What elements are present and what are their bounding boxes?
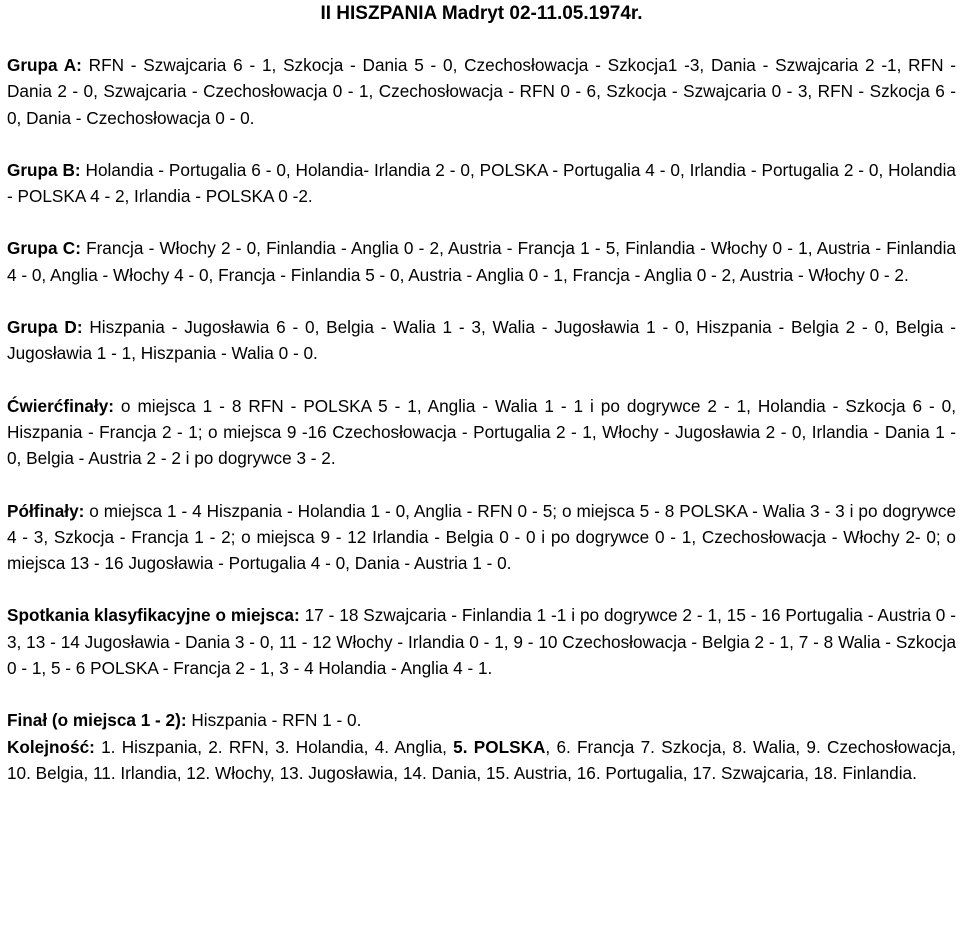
grupa-b-label: Grupa B: [7,159,81,180]
grupa-a-results: RFN - Szwajcaria 6 - 1, Szkocja - Dania 5 - 0, Czechosłowacja - Szkocja1 -3, Dania - Szwajcaria 2 -1, RFN - Dania 2 - 0, Szwajcaria - Czechosłowacja 0 - 1, Czechosłowacja - RFN 0 - 6, Szkocja - Szwajcaria 0 - 3, RFN - Szkocja 6 - 0, Dania - Czechosłowacja 0 - 0. [7,55,956,128]
spotkania-results: 17 - 18 Szwajcaria - Finlandia 1 -1 i po dogrywce 2 - 1, 15 - 16 Portugalia - Austria 0 - 3, 13 - 14 Jugosławia - Dania 3 - 0, 11 - 12 Włochy - Irlandia 0 - 1, 9 - 10 Czechosłowacja - Belgia 2 - 1, 7 - 8 Walia - Szkocja 0 - 1, 5 - 6 POLSKA - Francja 2 - 1, 3 - 4 Holandia - Anglia 4 - 1. [7,605,956,679]
polfinaly-results: o miejsca 1 - 4 Hiszpania - Holandia 1 - 0, Anglia - RFN 0 - 5; o miejsca 5 - 8 POLSKA - Walia 3 - 3 i po dogrywce 4 - 3, Szkocja - Francja 1 - 2; o miejsca 9 - 12 Irlandia - Belgia 0 - 0 i po dogrywce 0 - 1, Czechosłowacja - Włochy 2- 0; o miejsca 13 - 16 Jugosławia - Portugalia 4 - 0, Dania - Austria 1 - 0. [7,500,956,574]
kolejnosc-text-before: 1. Hiszpania, 2. RFN, 3. Holandia, 4. Anglia, [94,736,454,757]
final-result: Hiszpania - RFN 1 - 0. [186,710,362,731]
cwiercfinaly-paragraph [7,393,956,472]
grupa-d-paragraph [7,314,956,367]
kolejnosc-polska-highlight: 5. POLSKA [453,736,546,757]
cwiercfinaly-label: Ćwierćfinały: [7,395,114,416]
cwiercfinaly-results: o miejsca 1 - 8 RFN - POLSKA 5 - 1, Anglia - Walia 1 - 1 i po dogrywce 2 - 1, Holandia - Szkocja 6 - 0, Hiszpania - Francja 2 - 1; o miejsca 9 -16 Czechosłowacja - Portugalia 2 - 1, Włochy - Jugosławia 2 - 0, Irlandia - Dania 1 - 0, Belgia - Austria 2 - 2 i po dogrywce 3 - 2. [7,395,956,469]
grupa-a-paragraph [7,52,956,131]
final-label: Finał (o miejsca 1 - 2): [7,710,187,731]
kolejnosc-label: Kolejność: [7,736,95,757]
grupa-b-paragraph [7,157,956,210]
grupa-c-paragraph [7,235,956,288]
grupa-d-results: Hiszpania - Jugosławia 6 - 0, Belgia - Walia 1 - 3, Walia - Jugosławia 1 - 0, Hiszpania - Belgia 2 - 0, Belgia - Jugosławia 1 - 1, Hiszpania - Walia 0 - 0. [7,317,956,364]
grupa-d-label: Grupa D: [7,317,83,338]
grupa-c-results: Francja - Włochy 2 - 0, Finlandia - Anglia 0 - 2, Austria - Francja 1 - 5, Finlandia - Włochy 0 - 1, Austria - Finlandia 4 - 0, Anglia - Włochy 4 - 0, Francja - Finlandia 5 - 0, Austria - Anglia 0 - 1, Francja - Anglia 0 - 2, Austria - Włochy 0 - 2. [7,238,956,285]
polfinaly-label: Półfinały: [7,500,85,521]
grupa-a-label: Grupa A: [7,55,82,75]
document-title: II HISZPANIA Madryt 02-11.05.1974r. [320,3,643,24]
grupa-b-results: Holandia - Portugalia 6 - 0, Holandia- Irlandia 2 - 0, POLSKA - Portugalia 4 - 0, Irlandia - Portugalia 2 - 0, Holandia - POLSKA 4 - 2, Irlandia - POLSKA 0 -2. [7,159,956,207]
spotkania-paragraph [7,602,956,681]
polfinaly-paragraph [7,498,956,577]
kolejnosc-text-after: , 6. Francja 7. Szkocja, 8. Walia, 9. Czechosłowacja, 10. Belgia, 11. Irlandia, 12. Włochy, 13. Jugosławia, 14. Dania, 15. Austria, 16. Portugalia, 17. Szwajcaria, 18. Finlandia. [7,736,956,783]
final-paragraph [7,707,956,786]
spotkania-label: Spotkania klasyfikacyjne o miejsca: [7,605,300,626]
grupa-c-label: Grupa C: [7,238,81,259]
